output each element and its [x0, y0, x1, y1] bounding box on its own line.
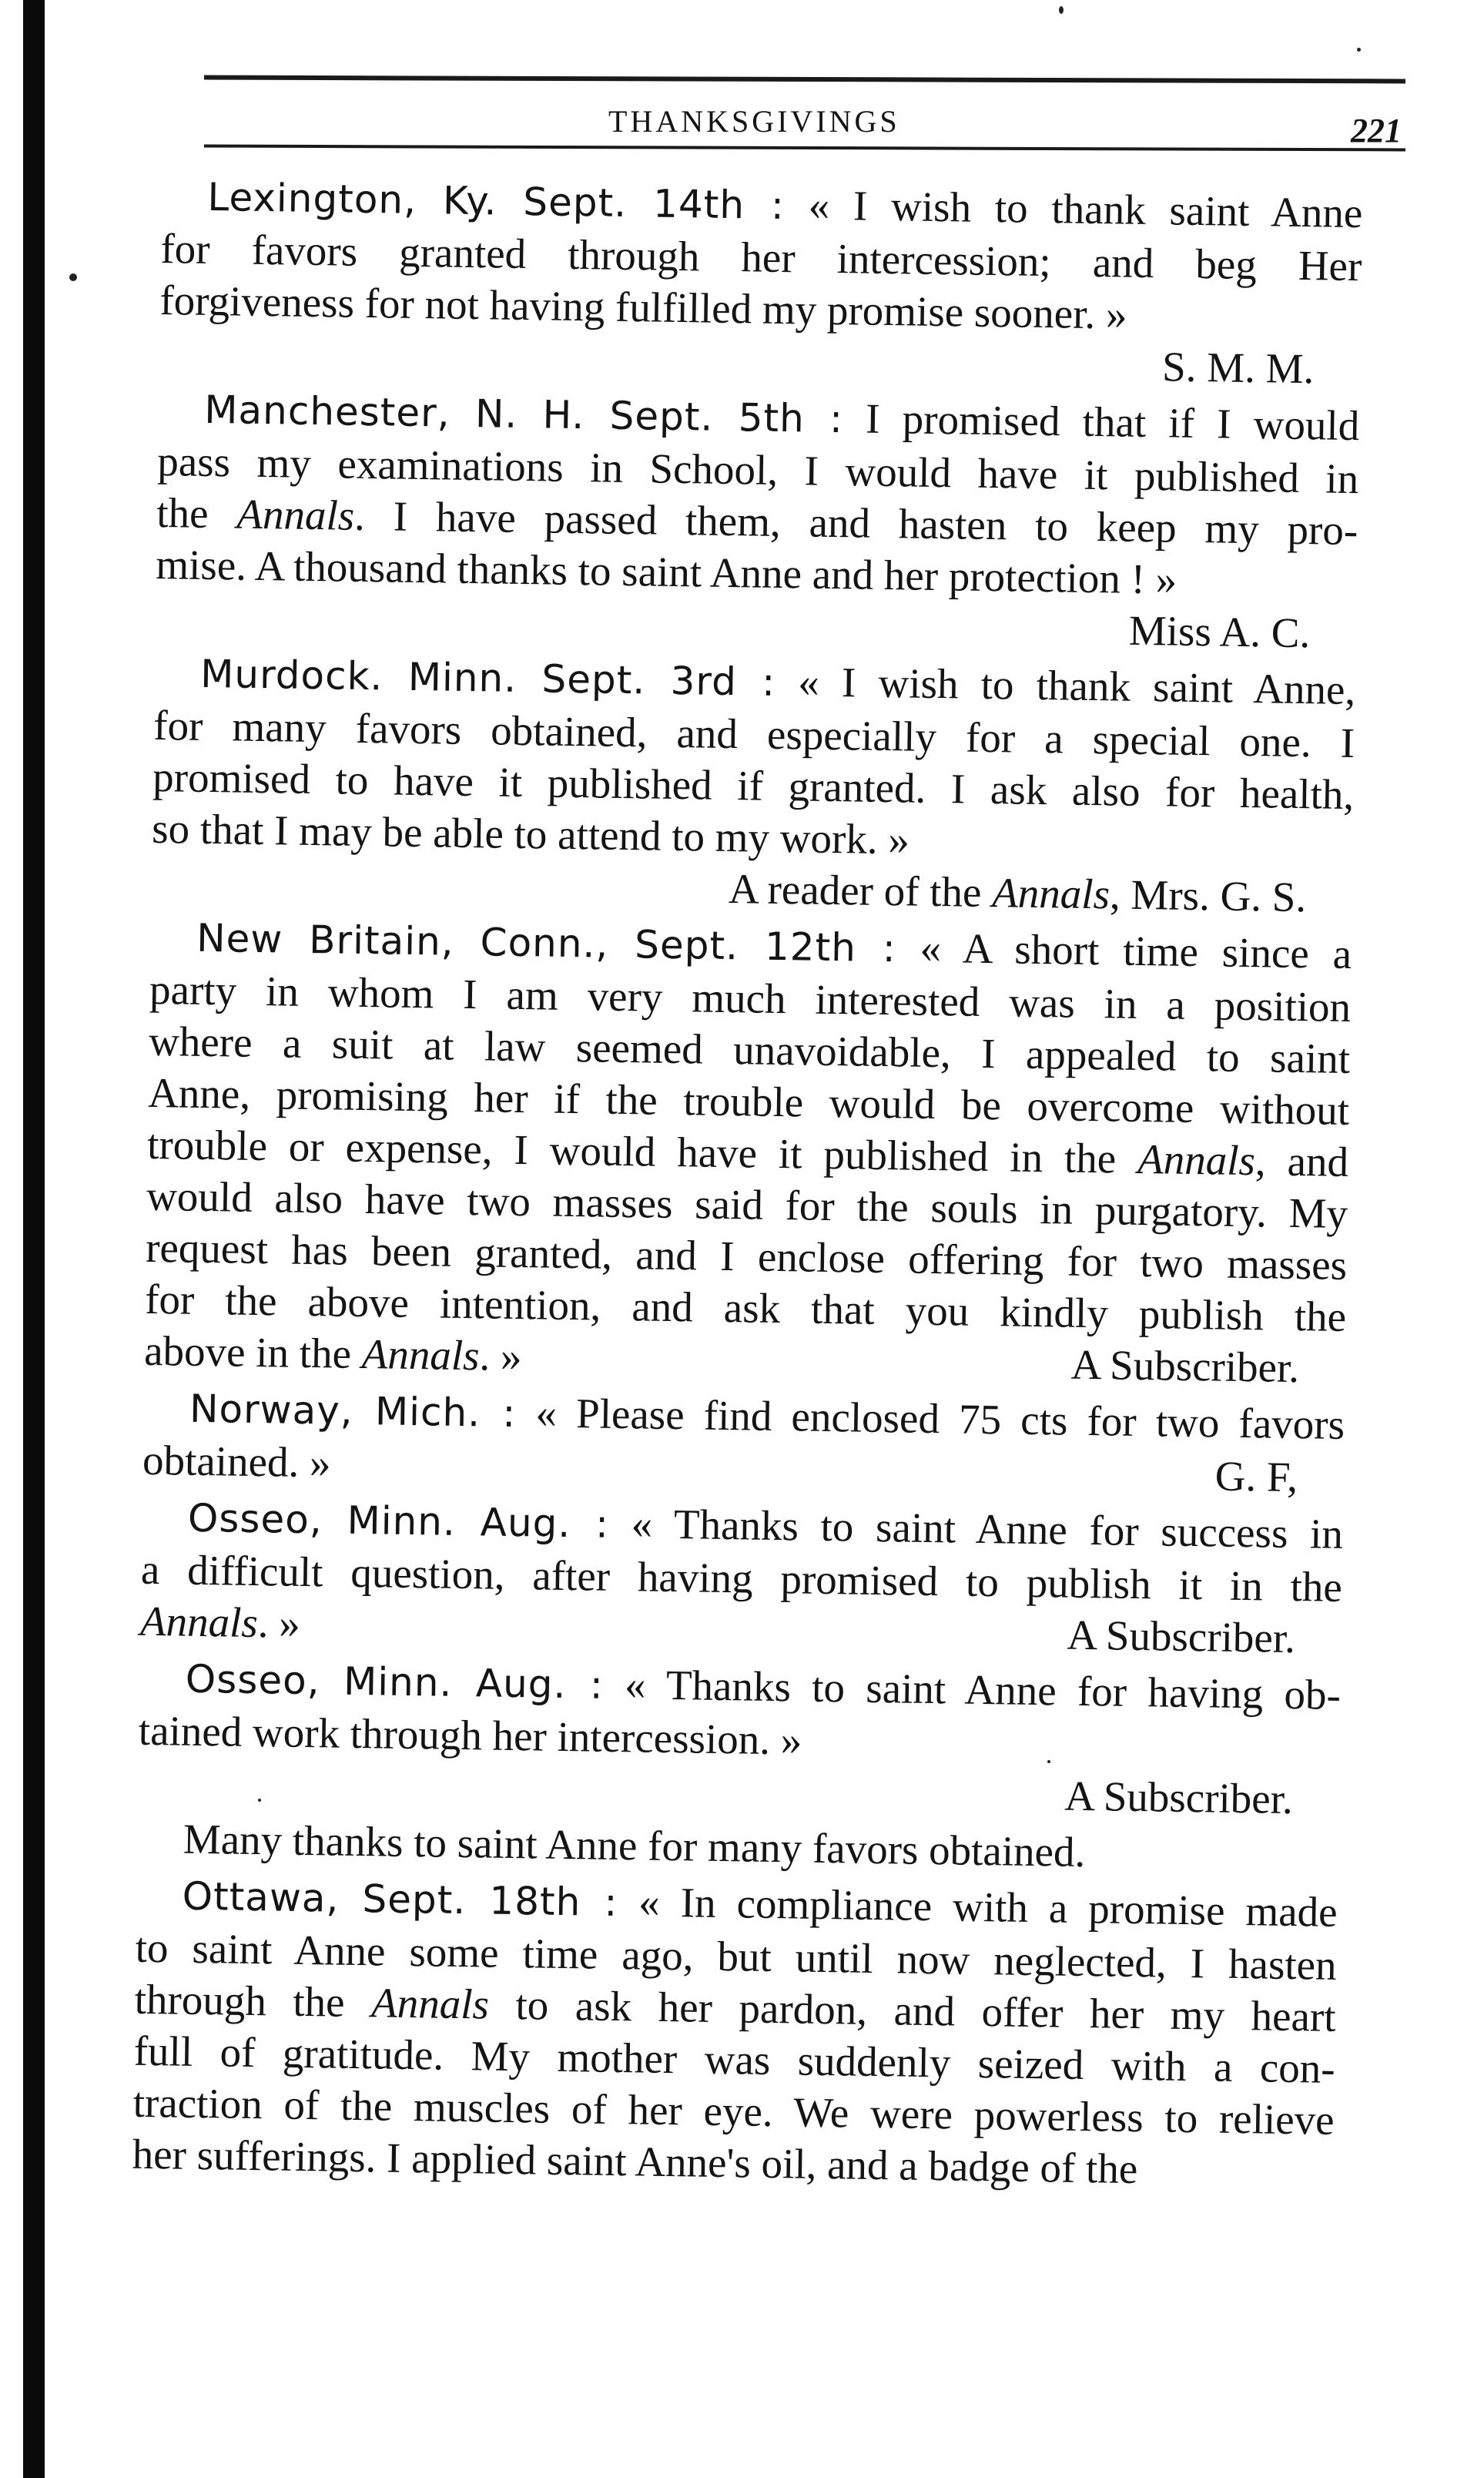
entry-text: request has been granted, and I enclose offering for two masses	[145, 1223, 1348, 1289]
entry-text: « In compliance with a promise made	[638, 1878, 1338, 1936]
entry-text: full of gratitude. My mother was suddenly seized with a con-	[133, 2027, 1336, 2092]
entry-text: I promised that if I would	[865, 394, 1360, 450]
entry-text: pass my examinations in School, I would have it published in	[156, 437, 1359, 503]
entry-place-date: Osseo, Minn. Aug. :	[187, 1495, 610, 1547]
entry-text: to saint Anne some time ago, but until now neglected, I hasten	[135, 1923, 1338, 1989]
entry-place-date: Manchester, N. H. Sept. 5th :	[203, 387, 844, 442]
entry-signature: A Subscriber.	[1064, 1772, 1294, 1823]
entry-text: Annals. »	[139, 1597, 301, 1647]
entry-place-date: Murdock. Minn. Sept. 3rd :	[199, 651, 776, 705]
thanksgiving-entry	[151, 646, 1387, 924]
entry-text: « I wish to thank saint Anne	[808, 181, 1363, 237]
entry-text: trouble or expense, I would have it published in the Annals, and	[146, 1120, 1349, 1185]
thanksgiving-entry	[132, 1869, 1368, 2198]
entry-text: obtained. »	[142, 1436, 331, 1487]
thanksgiving-entry	[140, 1490, 1375, 1665]
entry-signature: Miss A. C.	[1128, 606, 1311, 657]
entry-text: traction of the muscles of her eye. We were powerless to relieve	[132, 2078, 1335, 2144]
entry-signature: S. M. M.	[1161, 343, 1315, 393]
entry-text: « Thanks to saint Anne for success in	[631, 1500, 1344, 1558]
entry-text: « A short time since a	[920, 924, 1352, 978]
entry-place-date: Lexington, Ky. Sept. 14th :	[207, 174, 786, 229]
thanksgiving-entry	[142, 1381, 1376, 1504]
print-speck	[1059, 6, 1064, 14]
entry-place-date: Osseo, Minn. Aug. :	[185, 1656, 605, 1708]
entry-text: where a suit at law seemed unavoidable, I appealed to saint	[148, 1017, 1351, 1083]
entry-text: « I wish to thank saint Anne,	[797, 658, 1356, 714]
entry-text: above in the Annals. »	[143, 1326, 522, 1380]
header-top-rule	[204, 75, 1405, 84]
entry-text: a difficult question, after having promised to publish it in the	[140, 1545, 1343, 1611]
entry-text: for the above intention, and ask that you kindly publish the	[144, 1275, 1347, 1340]
entry-signature: A Subscriber.	[1067, 1611, 1296, 1662]
entry-place-date: New Britain, Conn., Sept. 12th :	[196, 915, 897, 971]
thanksgiving-entry	[137, 1651, 1372, 1826]
entry-text: for favors granted through her intercession; and beg Her	[160, 224, 1362, 290]
entry-signature: G. F,	[1214, 1452, 1298, 1501]
entry-text: party in whom I am very much interested was in a position	[149, 965, 1352, 1031]
page-number: 221	[1351, 112, 1402, 149]
entry-signature: A Subscriber.	[1070, 1340, 1300, 1392]
entry-text: mise. A thousand thanks to saint Anne and her protection ! »	[155, 540, 1177, 603]
entry-text: tained work through her intercession. »	[138, 1706, 802, 1764]
entry-text: would also have two masses said for the souls in purgatory. My	[146, 1172, 1348, 1237]
print-speck	[69, 273, 77, 281]
book-binding-edge	[23, 0, 45, 2478]
thanksgiving-entry	[144, 910, 1383, 1395]
page-header	[162, 100, 1402, 149]
entry-place-date: Ottawa, Sept. 18th :	[182, 1873, 618, 1926]
entry-text: through the Annals to ask her pardon, and offer her my heart	[134, 1975, 1337, 2040]
entry-text: Anne, promising her if the trouble would be overcome without	[147, 1068, 1350, 1135]
entry-text: Many thanks to saint Anne for many favors obtained.	[183, 1815, 1086, 1876]
entry-text: so that I may be able to attend to my work. »	[151, 804, 910, 863]
entry-text: for many favors obtained, and especially for a special one. I	[152, 701, 1355, 767]
entry-text: forgiveness for not having fulfilled my promise sooner. »	[159, 276, 1127, 338]
entry-text: « Please find enclosed 75 cts for two favors	[535, 1389, 1345, 1448]
entry-text: the Annals. I have passed them, and hasten to keep my pro-	[156, 488, 1358, 555]
entry-place-date: Norway, Mich. :	[189, 1386, 517, 1437]
print-speck	[1357, 48, 1361, 52]
entry-text: « Thanks to saint Anne for having ob-	[624, 1661, 1342, 1719]
entry-text: promised to have it published if granted. I ask also for health,	[152, 753, 1355, 819]
thanksgiving-entry	[155, 382, 1391, 660]
running-title: THANKSGIVINGS	[608, 104, 900, 139]
entry-text: her sufferings. I applied saint Anne's oil, and a badge of the	[132, 2130, 1138, 2193]
entry-signature: A reader of the Annals, Mrs. G. S.	[728, 865, 1307, 921]
thanksgivings-text	[132, 169, 1394, 2202]
thanksgiving-entry	[159, 169, 1394, 396]
